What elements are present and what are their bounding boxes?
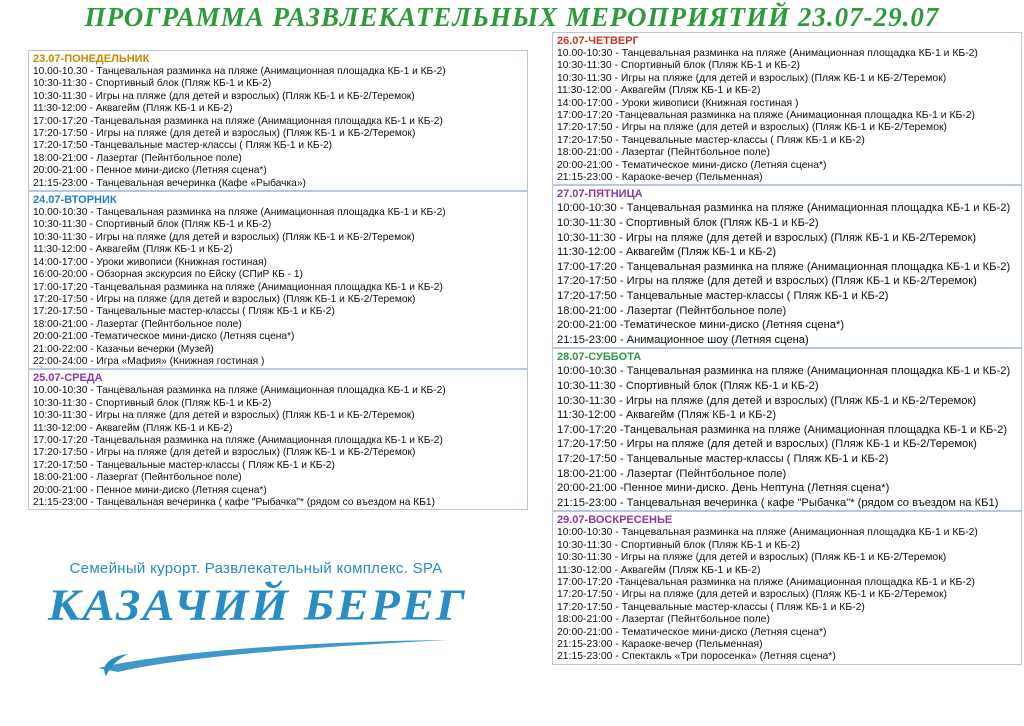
schedule-item: 18:00-21:00 - Лазертаг (Пейнтбольное поле) — [33, 152, 242, 164]
schedule-item: 17:20-17:50 - Танцевальные мастер-классы ( Пляж КБ-1 и КБ-2) — [557, 134, 865, 146]
schedule-item: 20:00-21:00 - Тематическое мини-диско (Летняя сцена*) — [557, 159, 827, 171]
day-block — [28, 50, 528, 191]
schedule-item: 18:00-21:00 - Лазертаг (Пейнтбольное поле) — [557, 467, 787, 480]
schedule-item: 17:20-17:50 - Игры на пляже (для детей и взрослых) (Пляж КБ-1 и КБ-2/Теремок) — [33, 128, 416, 140]
schedule-item: 10:30-11:30 - Спортивный блок (Пляж КБ-1 и КБ-2) — [557, 217, 819, 230]
schedule-item: 14:00-17:00 - Уроки живописи (Книжная гостиная ) — [557, 97, 799, 109]
schedule-item: 17:20-17:50 - Танцевальные мастер-классы ( Пляж КБ-1 и КБ-2) — [33, 306, 335, 318]
schedule-item: 10:00-10:30 - Танцевальная разминка на пляже (Анимационная площадка КБ-1 и КБ-2) — [557, 202, 1011, 215]
schedule-item: 11:30-12:00 - Аквагейм (Пляж КБ-1 и КБ-2) — [557, 246, 777, 259]
day-header: 24.07-ВТОРНИК — [33, 194, 117, 207]
logo-tagline: Семейный курорт. Развлекательный комплекс. SPA — [69, 560, 443, 577]
day-header: 25.07-СРЕДА — [33, 372, 103, 385]
schedule-item: 10.00-10.30 - Танцевальная разминка на пляже (Анимационная площадка КБ-1 и КБ-2) — [33, 66, 446, 77]
schedule-item: 20:00-21:00 -Тематическое мини-диско (Летняя сцена*) — [557, 319, 845, 332]
schedule-item: 18:00-21:00 - Лазертаг (Пейнтбольное поле) — [557, 614, 770, 626]
schedule-item: 21:15-23:00 - Танцевальная вечеринка ( кафе "Рыбачка"* (рядом со въездом на КБ1) — [557, 496, 999, 509]
schedule-item: 21:15-23:00 - Караоке-вечер (Пельменная) — [557, 639, 763, 650]
day-block — [28, 369, 528, 510]
schedule-item: 10:30-11:30 - Спортивный блок (Пляж КБ-1 и КБ-2) — [557, 539, 800, 551]
schedule-item: 10:30-11:30 - Игры на пляже (для детей и взрослых) (Пляж КБ-1 и КБ-2/Теремок) — [557, 552, 947, 564]
schedule-item: 18:00-21:00 - Лазертаг (Пейнтбольное поле) — [557, 304, 787, 317]
schedule-item: 11:30-12:00 - Аквагейм (Пляж КБ-1 и КБ-2) — [557, 564, 761, 576]
schedule-item: 10:30-11:30 - Спортивный блок (Пляж КБ-1 и КБ-2) — [557, 60, 800, 72]
schedule-item: 10:30-11:30 - Спортивный блок (Пляж КБ-1 и КБ-2) — [557, 380, 819, 392]
schedule-item: 18:00-21:00 - Лазергат (Пейнтбольное поле) — [33, 472, 242, 484]
resort-logo — [28, 560, 468, 680]
schedule-item: 20:00-21:00 - Тематическое мини-диско (Летняя сцена*) — [557, 626, 827, 638]
logo-brand: КАЗАЧИЙ БЕРЕГ — [48, 580, 467, 630]
schedule-right-column — [552, 32, 1022, 665]
schedule-item: 20:00-21:00 - Пенное мини-диско (Летняя сцена*) — [33, 165, 267, 177]
schedule-item: 18:00-21:00 - Лазертаг (Пейнтбольное поле) — [33, 318, 242, 330]
day-block — [552, 32, 1022, 185]
schedule-item: 21:00-22:00 - Казачьи вечерки (Музей) — [33, 343, 214, 355]
day-header: 29.07-ВОСКРЕСЕНЬЕ — [557, 514, 673, 527]
schedule-item: 21:15-23:00 - Анимационное шоу (Летняя сцена) — [557, 333, 809, 346]
day-header: 27.07-ПЯТНИЦА — [557, 188, 643, 201]
schedule-item: 17:20-17:50 - Танцевальные мастер-классы ( Пляж КБ-1 и КБ-2) — [557, 290, 889, 303]
day-block — [28, 191, 528, 369]
schedule-item: 22:00-24:00 - Игра «Мафия» (Книжная гостиная ) — [33, 355, 265, 367]
day-header: 28.07-СУББОТА — [557, 351, 642, 364]
schedule-item: 10:30-11:30 - Игры на пляже (для детей и взрослых) (Пляж КБ-1 и КБ-2/Теремок) — [557, 72, 947, 84]
day-block — [552, 348, 1022, 511]
day-block — [552, 185, 1022, 348]
schedule-item: 10:00-10:30 - Танцевальная разминка на пляже (Анимационная площадка КБ-1 и КБ-2) — [557, 365, 1011, 378]
schedule-item: 17:20-17:50 -Танцевальные мастер-классы ( Пляж КБ-1 и КБ-2) — [33, 140, 333, 152]
schedule-item: 11:30-12:00 - Аквагейм (Пляж КБ-1 и КБ-2) — [557, 409, 777, 422]
schedule-item: 17:00-17:20 -Танцевальная разминка на пляже (Анимационная площадка КБ-1 и КБ-2) — [33, 115, 443, 127]
schedule-item: 17:20-17:50 - Игры на пляже (для детей и взрослых) (Пляж КБ-1 и КБ-2/Теремок) — [557, 275, 977, 288]
schedule-item: 17:20-17:50 - Танцевальные мастер-классы ( Пляж КБ-1 и КБ-2) — [33, 459, 335, 471]
schedule-item: 21:15-23:00 - Караоке-вечер (Пельменная) — [557, 172, 763, 184]
schedule-item: 17:00-17:20 - Танцевальная разминка на пляже (Анимационная площадка КБ-1 и КБ-2) — [557, 260, 1011, 273]
schedule-item: 11:30-12:00 - Аквагейм (Пляж КБ-1 и КБ-2) — [557, 85, 761, 97]
schedule-item: 10:00-10:30 - Танцевальная разминка на пляже (Анимационная площадка КБ-1 и КБ-2) — [557, 527, 978, 539]
schedule-item: 10.00-10:30 - Танцевальная разминка на пляже (Анимационная площадка КБ-1 и КБ-2) — [557, 48, 978, 59]
schedule-item: 20:00-21:00 -Тематическое мини-диско (Летняя сцена*) — [33, 331, 295, 343]
schedule-item: 21:15-23:00 - Спектакль «Три поросенка» (Летняя сцена*) — [557, 651, 836, 663]
day-header: 23.07-ПОНЕДЕЛЬНИК — [33, 53, 150, 65]
schedule-item: 10:30-11:30 - Спортивный блок (Пляж КБ-1 и КБ-2) — [33, 78, 272, 90]
schedule-item: 10:30-11:30 - Спортивный блок (Пляж КБ-1 и КБ-2) — [33, 219, 272, 231]
schedule-item: 10:30-11:30 - Игры на пляже (для детей и взрослых) (Пляж КБ-1 и КБ-2/Теремок) — [557, 231, 977, 244]
schedule-item: 21:15-23:00 - Танцевальная вечеринка ( кафе "Рыбачка"* (рядом со въездом на КБ1) — [33, 497, 435, 508]
schedule-item: 10:30-11:30 - Игры на пляже (для детей и взрослых) (Пляж КБ-1 и КБ-2/Теремок) — [557, 394, 977, 407]
schedule-item: 11:30-12:00 - Аквагейм (Пляж КБ-1 и КБ-2) — [33, 103, 233, 115]
schedule-item: 17:00-17:20 -Танцевальная разминка на пляже (Анимационная площадка КБ-1 и КБ-2) — [557, 110, 976, 122]
schedule-item: 21:15-23:00 - Танцевальная вечеринка (Кафе «Рыбачка») — [33, 177, 306, 189]
schedule-item: 17:20-17:50 - Игры на пляже (для детей и взрослых) (Пляж КБ-1 и КБ-2/Теремок) — [557, 438, 977, 451]
schedule-item: 18:00-21:00 - Лазертаг (Пейнтбольное поле) — [557, 147, 770, 159]
schedule-item: 17:00-17:20 -Танцевальная разминка на пляже (Анимационная площадка КБ-1 и КБ-2) — [557, 576, 976, 588]
schedule-item: 10.00-10:30 - Танцевальная разминка на пляже (Анимационная площадка КБ-1 и КБ-2) — [33, 385, 446, 397]
schedule-item: 17:20-17:50 - Танцевальные мастер-классы ( Пляж КБ-1 и КБ-2) — [557, 452, 889, 465]
schedule-left-column — [28, 50, 528, 510]
schedule-item: 10:30-11:30 - Игры на пляже (для детей и взрослых) (Пляж КБ-1 и КБ-2/Теремок) — [33, 410, 415, 422]
schedule-item: 17:20-17:50 - Игры на пляже (для детей и взрослых) (Пляж КБ-1 и КБ-2/Теремок) — [33, 447, 416, 459]
schedule-item: 10:30-11:30 - Игры на пляже (для детей и взрослых) (Пляж КБ-1 и КБ-2/Теремок) — [33, 231, 415, 243]
page-title: ПРОГРАММА РАЗВЛЕКАТЕЛЬНЫХ МЕРОПРИЯТИЙ 23.07-29.07 — [84, 2, 940, 32]
schedule-item: 20:00-21:00 - Пенное мини-диско (Летняя сцена*) — [33, 484, 267, 496]
schedule-item: 17:00-17:20 -Танцевальная разминка на пляже (Анимационная площадка КБ-1 и КБ-2) — [33, 434, 443, 446]
day-block — [552, 511, 1022, 664]
schedule-item: 20:00-21:00 -Пенное мини-диско. День Нептуна (Летняя сцена*) — [557, 482, 890, 495]
schedule-item: 17:20-17:50 - Танцевальные мастер-классы ( Пляж КБ-1 и КБ-2) — [557, 601, 865, 613]
schedule-item: 16:00-20:00 - Обзорная экскурсия по Ейску (СПиР КБ - 1) — [33, 269, 303, 281]
schedule-item: 10:30-11:30 - Игры на пляже (для детей и взрослых) (Пляж КБ-1 и КБ-2/Теремок) — [33, 90, 415, 102]
wave-swoosh-icon — [88, 628, 458, 678]
schedule-item: 17:20-17:50 - Игры на пляже (для детей и взрослых) (Пляж КБ-1 и КБ-2/Теремок) — [33, 293, 416, 305]
schedule-item: 11:30-12:00 - Аквагейм (Пляж КБ-1 и КБ-2) — [33, 422, 233, 434]
schedule-item: 11:30-12:00 - Аквагейм (Пляж КБ-1 и КБ-2) — [33, 244, 233, 256]
schedule-item: 10:30-11:30 - Спортивный блок (Пляж КБ-1 и КБ-2) — [33, 397, 272, 409]
schedule-item: 10.00-10:30 - Танцевальная разминка на пляже (Анимационная площадка КБ-1 и КБ-2) — [33, 207, 446, 219]
schedule-item: 17:20-17:50 - Игры на пляже (для детей и взрослых) (Пляж КБ-1 и КБ-2/Теремок) — [557, 589, 947, 601]
schedule-item: 17:00-17:20 -Танцевальная разминка на пляже (Анимационная площадка КБ-1 и КБ-2) — [557, 423, 1008, 436]
schedule-item: 17:00-17:20 -Танцевальная разминка на пляже (Анимационная площадка КБ-1 и КБ-2) — [33, 281, 443, 293]
schedule-item: 17:20-17:50 - Игры на пляже (для детей и взрослых) (Пляж КБ-1 и КБ-2/Теремок) — [557, 122, 947, 134]
schedule-item: 14:00-17:00 - Уроки живописи (Книжная гостиная) — [33, 256, 267, 268]
day-header: 26.07-ЧЕТВЕРГ — [557, 35, 639, 47]
